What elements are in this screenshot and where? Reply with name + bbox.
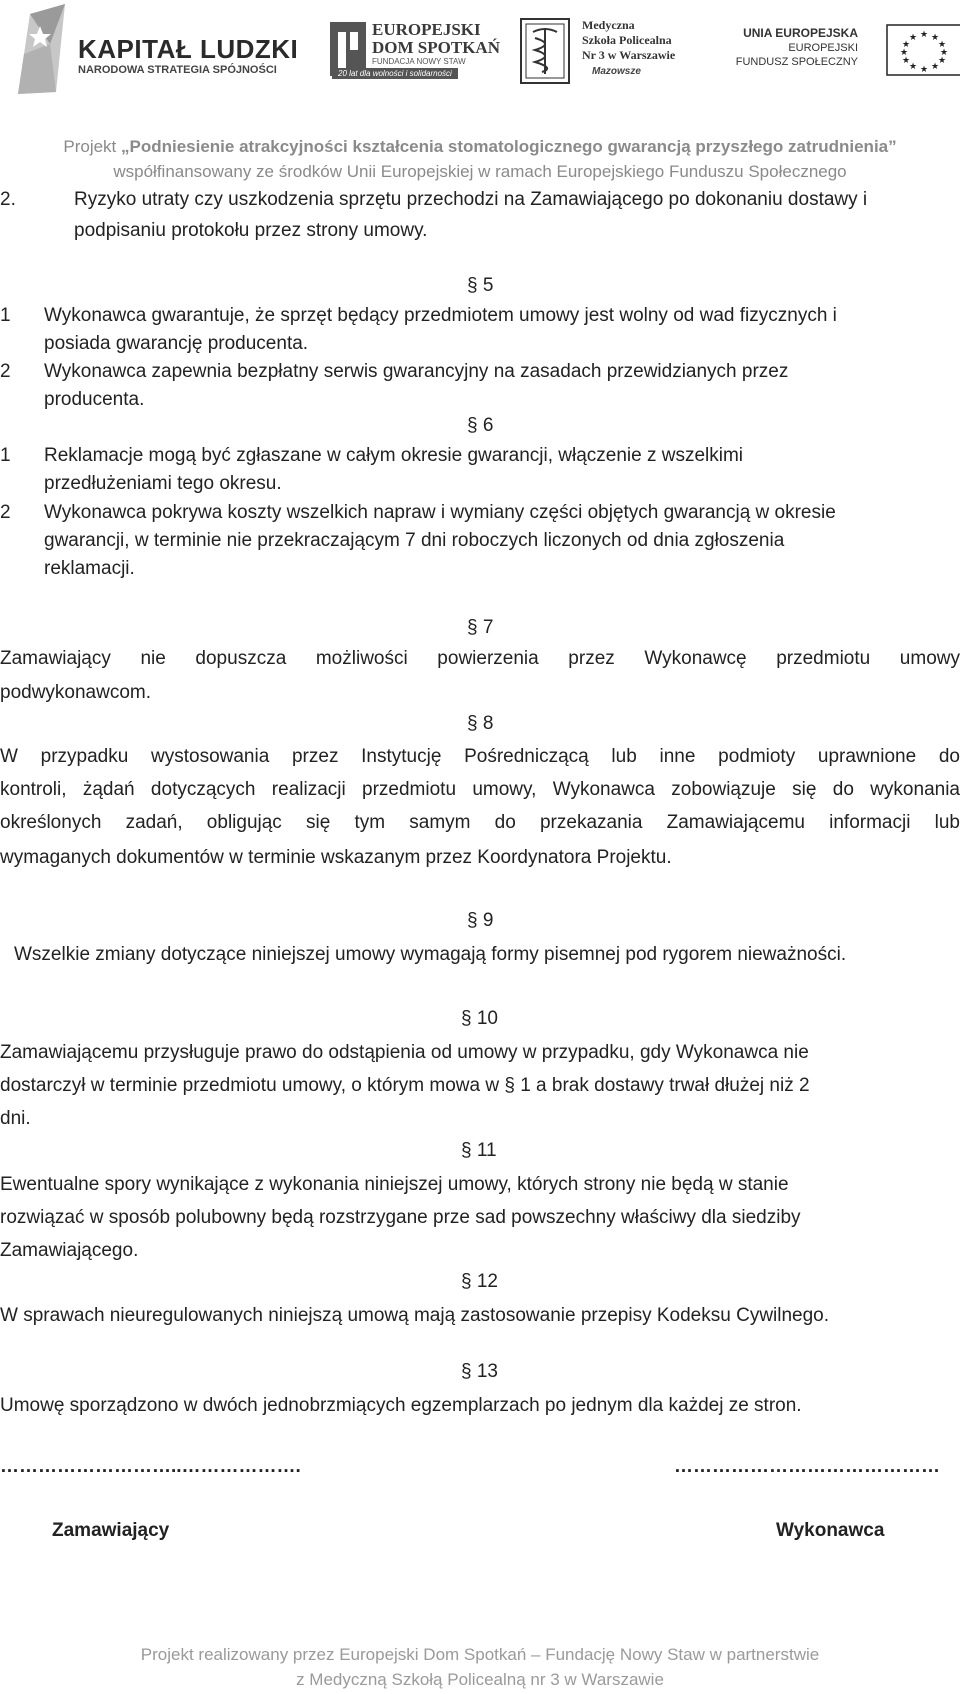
point-2-line-1: Ryzyko utraty czy uszkodzenia sprzętu przechodzi na Zamawiającego po dokonaniu dostawy i [74,189,868,210]
svg-text:★: ★ [937,56,947,66]
eds-tagline: 20 lat dla wolności i solidarności [332,68,458,79]
s6-item-1-line-2: przedłużeniami tego okresu. [44,473,282,494]
section-8-heading: § 8 [467,713,494,734]
s7-line-2: podwykonawcom. [0,682,152,703]
svg-text:★: ★ [939,48,949,58]
ue-line-2: EUROPEJSKI [788,42,858,54]
medyczna-szkola-logo [520,0,690,110]
msp-line-3: Nr 3 w Warszawie [582,48,676,62]
section-12-heading: § 12 [461,1271,498,1292]
s12-line-1: W sprawach nieuregulowanych niniejszą umową mają zastosowanie przepisy Kodeksu Cywilnego. [0,1305,830,1326]
svg-text:★: ★ [930,62,940,72]
eu-flag-icon [886,24,960,76]
svg-text:★: ★ [908,62,918,72]
caduceus-emblem-icon [520,18,570,84]
section-9-heading: § 9 [467,910,494,931]
eds-title-1: EUROPEJSKI [372,20,481,39]
s8-line-4: wymaganych dokumentów w terminie wskazanym przez Koordynatora Projektu. [0,847,672,868]
s6-item-2-number: 2 [0,502,11,523]
europejski-dom-spotkan-logo [328,0,500,110]
s9-line-1: Wszelkie zmiany dotyczące niniejszej umowy wymagają formy pisemnej pod rygorem nieważności. [14,944,847,965]
s5-item-2-line-1: Wykonawca zapewnia bezpłatny serwis gwarancyjny na zasadach przewidzianych przez [44,361,789,382]
svg-text:★: ★ [908,33,918,43]
kapital-ludzki-emblem-icon [10,4,72,96]
s6-item-2-line-3: reklamacji. [44,558,135,579]
s11-line-2: rozwiązać w sposób polubowny będą rozstrzygane prze sad powszechny właściwy dla siedziby [0,1207,801,1228]
svg-text:★: ★ [937,40,947,50]
signature-line-left: ………………………..………………. [0,1456,301,1477]
s5-item-2-number: 2 [0,361,11,382]
section-6-heading: § 6 [467,415,494,436]
kapital-ludzki-subtitle: NARODOWA STRATEGIA SPÓJNOŚCI [78,64,277,76]
section-13-heading: § 13 [461,1361,498,1382]
signature-line-right: …………………………………… [674,1456,940,1477]
cofinance-line: współfinansowany ze środków Unii Europejskiej w ramach Europejskiego Funduszu Społecznego [113,162,847,181]
msp-line-2: Szkoła Policealna [582,33,672,47]
s5-item-2-line-2: producenta. [44,389,145,410]
signature-label-right: Wykonawca [776,1520,885,1541]
s10-line-3: dni. [0,1108,31,1129]
s6-item-1-line-1: Reklamacje mogą być zgłaszane w całym okresie gwarancji, włączenie z wszelkimi [44,445,744,466]
s6-item-1-number: 1 [0,445,11,466]
point-2-line-2: podpisaniu protokołu przez strony umowy. [74,220,428,241]
s7-line-1: Zamawiający nie dopuszcza możliwości powierzenia przez Wykonawcę przedmiotu umowy [0,648,960,669]
s6-item-2-line-1: Wykonawca pokrywa koszty wszelkich napraw i wymiany części objętych gwarancją w okresie [44,502,836,523]
s6-item-2-line-2: gwarancji, w terminie nie przekraczającym 7 dni roboczych liczonych od dnia zgłoszenia [44,530,785,551]
kapital-ludzki-logo [0,0,299,110]
s5-item-1-line-2: posiada gwarancję producenta. [44,333,309,354]
s13-line-1: Umowę sporządzono w dwóch jednobrzmiących egzemplarzach po jednym dla każdej ze stron. [0,1395,802,1416]
logo-bar [0,0,960,125]
s10-line-1: Zamawiającemu przysługuje prawo do odstąpienia od umowy w przypadku, gdy Wykonawca nie [0,1042,809,1063]
svg-text:★: ★ [899,48,909,58]
mazowsze-brand: Mazowsze [592,66,641,77]
svg-text:★: ★ [930,33,940,43]
section-5-heading: § 5 [467,275,494,296]
footer-line-2: z Medyczną Szkołą Policealną nr 3 w Warszawie [296,1670,664,1689]
ue-line-1: UNIA EUROPEJSKA [743,26,858,40]
section-11-heading: § 11 [461,1140,497,1161]
svg-text:★: ★ [901,56,911,66]
section-7-heading: § 7 [467,617,494,638]
s11-line-3: Zamawiającego. [0,1240,139,1261]
unia-europejska-efs-logo [735,0,958,110]
s8-line-2: kontroli, żądań dotyczących realizacji przedmiotu umowy, Wykonawca zobowiązuje się do wykonania [0,779,960,800]
kapital-ludzki-title: KAPITAŁ LUDZKI [78,34,299,64]
signature-label-left: Zamawiający [52,1520,170,1541]
project-prefix: Projekt [63,137,121,156]
s11-line-1: Ewentualne spory wynikające z wykonania niniejszej umowy, których strony nie będą w stanie [0,1174,789,1195]
point-2-number: 2. [0,189,16,210]
svg-text:★: ★ [901,40,911,50]
eds-subtitle: FUNDACJA NOWY STAW [372,57,466,66]
msp-line-1: Medyczna [582,18,635,32]
s10-line-2: dostarczył w terminie przedmiotu umowy, o którym mowa w § 1 a brak dostawy trwał dłużej niż 2 [0,1075,810,1096]
project-title: „Podniesienie atrakcyjności kształcenia stomatologicznego gwarancją przyszłego zatrudnienia” [121,137,897,156]
svg-text:★: ★ [919,30,929,40]
eds-title-2: DOM SPOTKAŃ [372,38,500,57]
project-title-line [0,137,960,157]
ue-line-3: FUNDUSZ SPOŁECZNY [735,56,858,68]
s8-line-3: określonych zadań, obligując się tym samym do przekazania Zamawiającemu informacji lub [0,812,960,833]
s5-item-1-line-1: Wykonawca gwarantuje, że sprzęt będący przedmiotem umowy jest wolny od wad fizycznych i [44,305,837,326]
svg-text:★: ★ [919,65,929,75]
s5-item-1-number: 1 [0,305,11,326]
section-10-heading: § 10 [461,1008,498,1029]
s8-line-1: W przypadku wystosowania przez Instytucję Pośredniczącą lub inne podmioty uprawnione do [0,746,960,767]
footer-line-1: Projekt realizowany przez Europejski Dom Spotkań – Fundację Nowy Staw w partnerstwie [140,1645,820,1664]
